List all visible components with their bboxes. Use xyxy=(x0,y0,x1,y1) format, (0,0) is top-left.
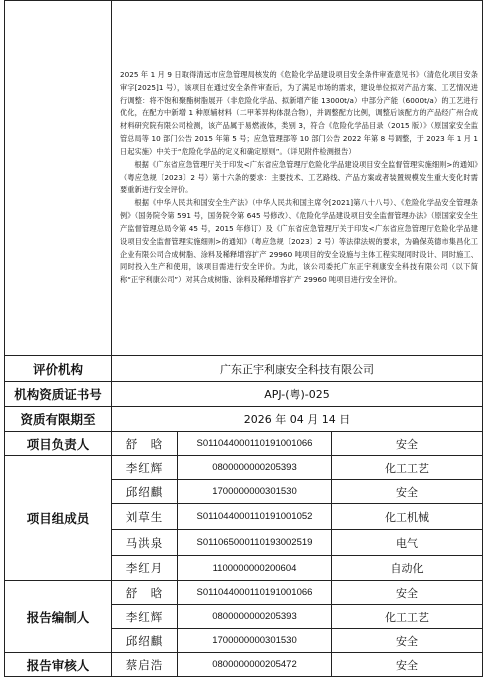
cert-no-row xyxy=(5,382,483,407)
cert-no-label: 机构资质证书号 xyxy=(5,382,112,407)
person-specialty: 化工工艺 xyxy=(332,605,483,629)
person-cert: 1700000000301530 xyxy=(178,480,332,504)
person-cert: 0800000000205472 xyxy=(178,653,332,677)
person-name: 李红辉 xyxy=(112,456,178,480)
person-name: 刘草生 xyxy=(112,504,178,530)
table-row xyxy=(5,456,483,480)
person-cert: 0800000000205393 xyxy=(178,456,332,480)
person-name: 李红辉 xyxy=(112,605,178,629)
person-cert: 1100000000200604 xyxy=(178,556,332,581)
cert-no-value: APJ-(粤)-025 xyxy=(112,382,483,407)
person-specialty: 安全 xyxy=(332,581,483,605)
eval-org-label: 评价机构 xyxy=(5,356,112,382)
eval-org-value: 广东正宇利康安全科技有限公司 xyxy=(112,356,483,382)
validity-label: 资质有限期至 xyxy=(5,407,112,432)
validity-value: 2026 年 04 月 14 日 xyxy=(112,407,483,432)
reviewer-label: 报告审核人 xyxy=(5,653,112,677)
person-specialty: 电气 xyxy=(332,530,483,556)
members-label: 项目组成员 xyxy=(5,456,112,581)
person-cert: S011065000110193002519 xyxy=(178,530,332,556)
person-specialty: 化工工艺 xyxy=(332,456,483,480)
description-paragraph-1: 2025 年 1 月 9 日取得清远市应急管理局核发的《危险化学品建设项目安全条件审查意见书》（清危化项目安条审字[2025]1 号），该项目在通过安全条件审查后，为了满足市场的需求，建设单位拟对产品方案、工艺情况进行调整：将不饱和聚酯树脂展开（非危险化学品、拟新增产能 13000t/a）中部分产能（6000t/a）的工艺进行优化，在配方中新增 1 种原辅材料（二甲苯异构体混合物），并调整配方比例，调整后该配方的产品经广州合成材料研究院有限公司检测，该产品属于易燃液体，类别 3，符合《危险化学品目录（2015 版）》（原国家安全监管总局等 10 部门公告 2015 年第 5 号；应急管理部等 10 部门公告 2022 年第 8 号调整，于 2023 年 1 月 1 日起实施）中关于“危险化学品的定义和确定原则”。（详见附件检测报告） xyxy=(120,69,479,156)
person-cert: S011044000110191001066 xyxy=(178,581,332,605)
person-name: 舒 晗 xyxy=(112,581,178,605)
person-name: 邱绍麒 xyxy=(112,480,178,504)
project-description xyxy=(112,1,483,356)
table-row xyxy=(5,432,483,456)
validity-row xyxy=(5,407,483,432)
person-specialty: 安全 xyxy=(332,480,483,504)
description-row xyxy=(5,1,483,356)
person-name: 马洪泉 xyxy=(112,530,178,556)
person-specialty: 安全 xyxy=(332,629,483,653)
table-row xyxy=(5,653,483,677)
person-name: 蔡启浩 xyxy=(112,653,178,677)
eval-org-row xyxy=(5,356,483,382)
person-cert: 1700000000301530 xyxy=(178,629,332,653)
person-specialty: 自动化 xyxy=(332,556,483,581)
report-info-table xyxy=(4,0,483,677)
person-name: 舒 晗 xyxy=(112,432,178,456)
person-name: 李红月 xyxy=(112,556,178,581)
person-cert: S011044000110191001052 xyxy=(178,504,332,530)
leader-label: 项目负责人 xyxy=(5,432,112,456)
table-row xyxy=(5,581,483,605)
editors-label: 报告编制人 xyxy=(5,581,112,653)
person-specialty: 化工机械 xyxy=(332,504,483,530)
description-paragraph-2: 根据《广东省应急管理厅关于印发<广东省应急管理厅危险化学品建设项目安全监督管理实施细则>的通知》（粤应急规〔2023〕2 号）第十六条的要求：主要技术、工艺路线、产品方案或者装置规模发生重大变化时需要重新进行安全评价。 xyxy=(120,159,479,195)
person-name: 邱绍麒 xyxy=(112,629,178,653)
person-specialty: 安全 xyxy=(332,653,483,677)
person-cert: S011044000110191001066 xyxy=(178,432,332,456)
person-specialty: 安全 xyxy=(332,432,483,456)
description-label-cell xyxy=(5,1,112,356)
person-cert: 0800000000205393 xyxy=(178,605,332,629)
description-paragraph-3: 根据《中华人民共和国安全生产法》（中华人民共和国主席令[2021]第八十八号）、《危险化学品安全管理条例》（国务院令第 591 号，国务院令第 645 号修改）、《危险化学品建设项目安全监督管理办法》（原国家安全生产监督管理总局令第 45 号，2015 年修订）及《广东省应急管理厅关于印发<广东省应急管理厅危险化学品建设项目安全监督管理实施细则>的通知》（粤应急规〔2023〕2 号）等法律法规的要求，为确保英德市集昌化工企业有限公司合成树脂、涂料及稀释增容扩产 29960 吨项目的安全设施与主体工程实现同时设计、同时施工、同时投入生产和使用，该项目需进行安全评价。为此，该公司委托广东正宇利康安全科技有限公司（以下简称“正宇利康公司”）对其合成树脂、涂料及稀释增容扩产 29960 吨项目进行安全评价。 xyxy=(120,198,479,285)
